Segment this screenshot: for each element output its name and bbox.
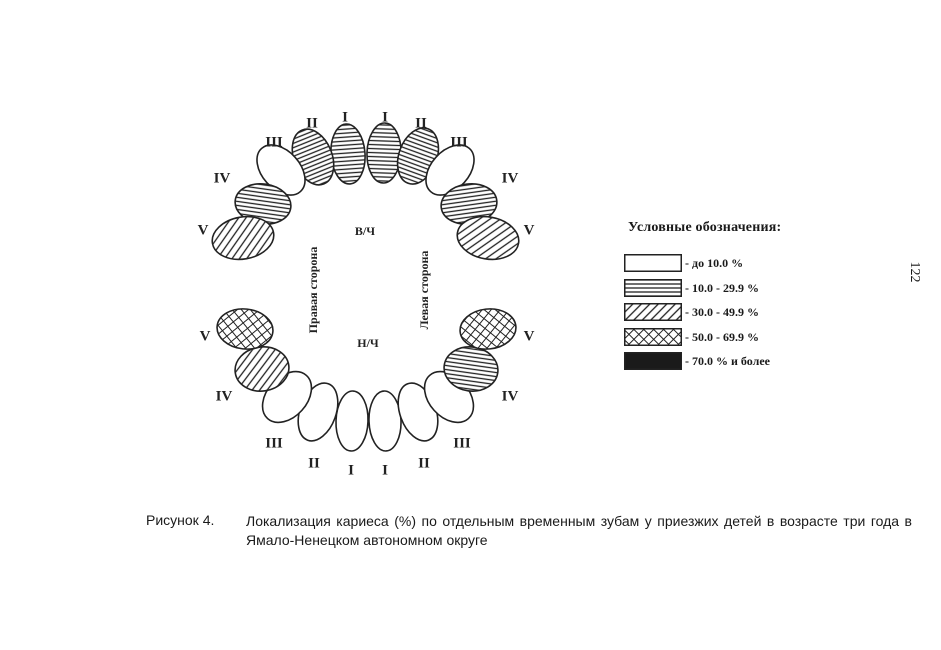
lower-jaw-label: Н/Ч	[357, 336, 379, 350]
tooth-numeral: II	[308, 455, 320, 472]
figure-label: Рисунок 4.	[146, 512, 215, 528]
upper-jaw-label: В/Ч	[354, 224, 376, 238]
tooth-numeral: IV	[215, 388, 233, 405]
legend-swatch-diagonal	[624, 303, 682, 321]
lower-tooth-right-V	[200, 306, 275, 352]
tooth-numeral: I	[348, 462, 354, 479]
tooth-numeral: I	[382, 109, 388, 126]
lower-tooth-left-I	[368, 390, 402, 478]
tooth-shape	[366, 122, 402, 183]
upper-tooth-right-I	[329, 109, 367, 185]
upper-tooth-left-I	[366, 109, 402, 183]
legend-swatch-none	[624, 254, 682, 272]
legend-swatch-solid	[624, 352, 682, 370]
tooth-numeral: IV	[501, 388, 519, 405]
tooth-numeral: I	[382, 462, 388, 479]
tooth-shape	[368, 390, 402, 451]
tooth-numeral: II	[306, 115, 318, 132]
legend-label: - до 10.0 %	[685, 256, 744, 270]
tooth-numeral: V	[199, 328, 211, 345]
tooth-numeral: V	[197, 222, 209, 239]
page-number: 122	[907, 261, 922, 283]
tooth-shape	[458, 306, 518, 352]
tooth-shape	[335, 390, 369, 451]
lower-tooth-left-V	[458, 306, 535, 352]
tooth-numeral: III	[450, 134, 468, 151]
tooth-numeral: II	[415, 115, 427, 132]
tooth-shape	[215, 306, 275, 352]
tooth-numeral: V	[523, 222, 535, 239]
right-side-label: Правая сторона	[306, 246, 320, 334]
legend-label: - 50.0 - 69.9 %	[685, 329, 759, 344]
legend-swatch-horizontal	[624, 279, 682, 297]
left-side-label: Левая сторона	[417, 250, 431, 330]
figure-caption: Локализация кариеса (%) по отдельным временным зубам у приезжих детей в возрасте три года в Ямало-Ненецком автономном округе	[246, 513, 912, 548]
tooth-numeral: II	[418, 455, 430, 472]
legend-label: - 10.0 - 29.9 %	[685, 280, 759, 295]
lower-tooth-right-I	[335, 390, 369, 478]
tooth-numeral: IV	[213, 170, 231, 187]
tooth-numeral: V	[523, 328, 535, 345]
legend-swatch-crosshatch	[624, 328, 682, 346]
tooth-numeral: III	[265, 134, 283, 151]
tooth-shape	[329, 123, 367, 185]
tooth-numeral: III	[265, 435, 283, 452]
upper-jaw-arch	[198, 109, 535, 264]
tooth-numeral: IV	[501, 170, 519, 187]
tooth-numeral: III	[453, 435, 471, 452]
lower-jaw-arch	[200, 306, 535, 478]
tooth-numeral: I	[342, 109, 348, 126]
legend-label: - 30.0 - 49.9 %	[685, 305, 759, 319]
legend-label: - 70.0 % и более	[685, 354, 770, 368]
legend-title: Условные обозначения:	[628, 220, 782, 235]
